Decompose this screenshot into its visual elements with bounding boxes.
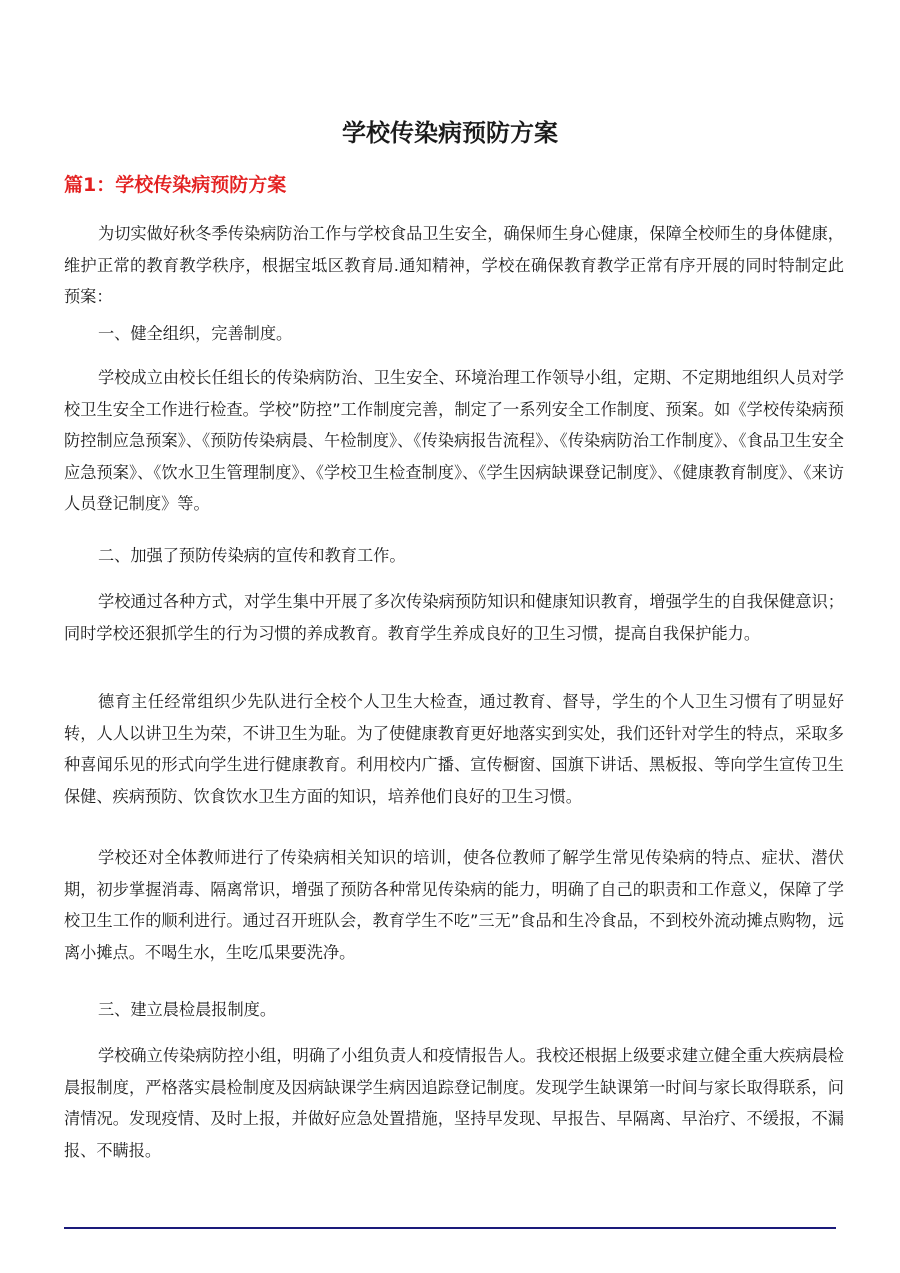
paragraph-organization: 学校成立由校长任组长的传染病防治、卫生安全、环境治理工作领导小组，定期、不定期地组织人员对学校卫生安全工作进行检查。学校”防控”工作制度完善，制定了一系列安全工作制度、预案。如《学校传染病预防控制应急预案》、《预防传染病晨、午检制度》、《传染病报告流程》、《传染病防治工作制度》、《食品卫生安全应急预案》、《饮水卫生管理制度》、《学校卫生检查制度》、《学生因病缺课登记制度》、《健康教育制度》、《来访人员登记制度》等。 — [64, 368, 844, 513]
document-title: 学校传染病预防方案 — [342, 119, 558, 147]
footer-divider — [64, 1227, 836, 1229]
paragraph-morning-check: 学校确立传染病防控小组，明确了小组负责人和疫情报告人。我校还根据上级要求建立健全重大疾病晨检晨报制度，严格落实晨检制度及因病缺课学生病因追踪登记制度。发现学生缺课第一时间与家长取得联系，问清情况。发现疫情、及时上报，并做好应急处置措施，坚持早发现、早报告、早隔离、早治疗、不缓报，不漏报、不瞒报。 — [64, 1046, 844, 1160]
heading-two: 二、加强了预防传染病的宣传和教育工作。 — [98, 546, 406, 565]
paragraph-teacher-training: 学校还对全体教师进行了传染病相关知识的培训，使各位教师了解学生常见传染病的特点、症状、潜伏期，初步掌握消毒、隔离常识，增强了预防各种常见传染病的能力，明确了自己的职责和工作意义，保障了学校卫生工作的顺利进行。通过召开班队会，教育学生不吃”三无”食品和生冷食品，不到校外流动摊点购物，远离小摊点。不喝生水，生吃瓜果要洗净。 — [64, 848, 844, 962]
paragraph-hygiene-check: 德育主任经常组织少先队进行全校个人卫生大检查，通过教育、督导，学生的个人卫生习惯有了明显好转，人人以讲卫生为荣，不讲卫生为耻。为了使健康教育更好地落实到实处，我们还针对学生的特点，采取多种喜闻乐见的形式向学生进行健康教育。利用校内广播、宣传橱窗、国旗下讲话、黑板报、等向学生宣传卫生保健、疾病预防、饮食饮水卫生方面的知识，培养他们良好的卫生习惯。 — [64, 692, 844, 806]
section-heading: 篇1：学校传染病预防方案 — [64, 174, 287, 196]
paragraph-education: 学校通过各种方式，对学生集中开展了多次传染病预防知识和健康知识教育，增强学生的自我保健意识；同时学校还狠抓学生的行为习惯的养成教育。教育学生养成良好的卫生习惯，提高自我保护能力。 — [64, 592, 844, 643]
heading-one: 一、健全组织，完善制度。 — [98, 324, 293, 343]
paragraph-intro: 为切实做好秋冬季传染病防治工作与学校食品卫生安全，确保师生身心健康，保障全校师生的身体健康，维护正常的教育教学秩序，根据宝坻区教育局.通知精神，学校在确保教育教学正常有序开展的同时特制定此预案： — [64, 224, 844, 306]
heading-three: 三、建立晨检晨报制度。 — [98, 1000, 277, 1019]
